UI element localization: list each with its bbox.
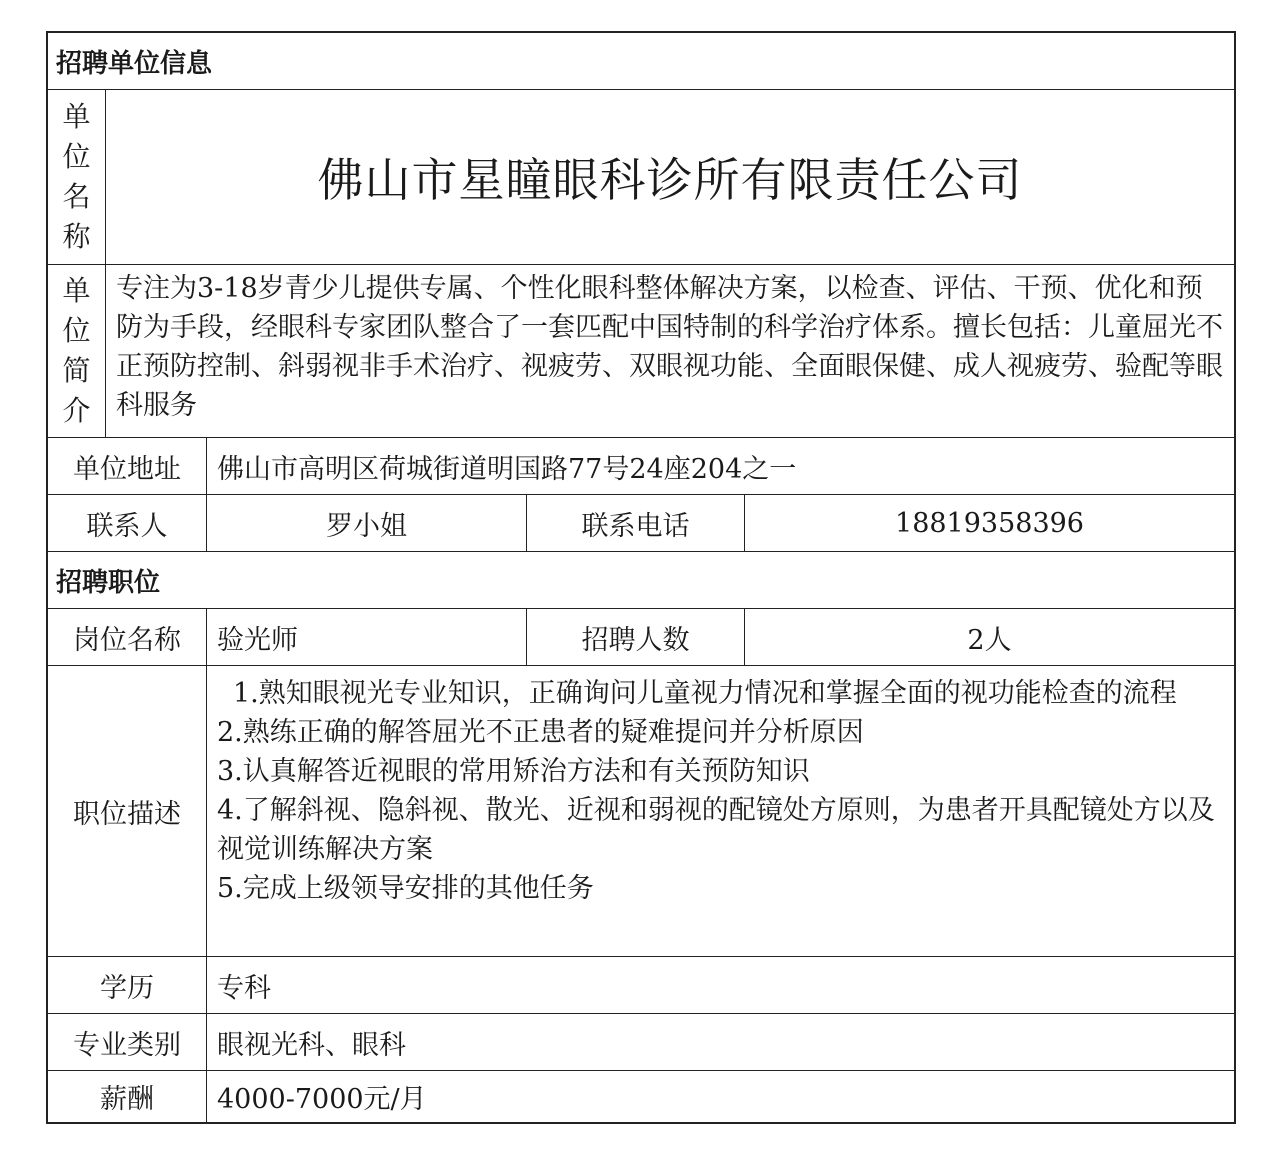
label-char: 单	[62, 100, 91, 133]
contact-value: 罗小姐	[207, 495, 527, 551]
headcount-label: 招聘人数	[527, 609, 745, 665]
contact-label: 联系人	[48, 495, 207, 551]
major-label: 专业类别	[48, 1014, 207, 1070]
job-desc-row	[48, 666, 1234, 957]
company-name-label	[48, 90, 106, 264]
company-intro-text: 专注为3-18岁青少儿提供专属、个性化眼科整体解决方案，以检查、评估、干预、优化和预防为手段，经眼科专家团队整合了一套匹配中国特制的科学治疗体系。擅长包括：儿童屈光不正预防控制、斜弱视非手术治疗、视疲劳、双眼视功能、全面眼保健、成人视疲劳、验配等眼科服务	[116, 273, 1223, 421]
job-duties-list	[207, 666, 1234, 956]
address-label: 单位地址	[48, 438, 207, 494]
contact-row	[48, 495, 1234, 552]
label-char: 位	[62, 140, 91, 173]
job-title-row	[48, 609, 1234, 666]
section-position-row	[48, 552, 1234, 609]
phone-value: 18819358396	[895, 507, 1084, 539]
salary-value: 4000-7000元/月	[217, 1084, 427, 1115]
education-value: 专科	[217, 972, 271, 1004]
label-char: 称	[62, 220, 91, 253]
phone-label: 联系电话	[527, 495, 745, 551]
label-char: 简	[62, 354, 91, 387]
company-intro	[106, 265, 1234, 437]
company-name-row	[48, 90, 1234, 265]
education-row	[48, 957, 1234, 1014]
duty-item: 3.认真解答近视眼的常用矫治方法和有关预防知识	[217, 756, 810, 787]
duty-item: 1.熟知眼视光专业知识，正确询问儿童视力情况和掌握全面的视功能检查的流程	[233, 678, 1177, 709]
label-char: 介	[62, 394, 91, 427]
job-desc-label: 职位描述	[48, 666, 207, 956]
duty-item: 5.完成上级领导安排的其他任务	[217, 873, 594, 904]
label-char: 位	[62, 314, 91, 347]
major-value: 眼视光科、眼科	[217, 1029, 406, 1061]
company-name: 佛山市星瞳眼科诊所有限责任公司	[317, 153, 1023, 207]
duty-item: 2.熟练正确的解答屈光不正患者的疑难提问并分析原因	[217, 717, 864, 748]
section-employer-row	[48, 33, 1234, 90]
job-title-label: 岗位名称	[48, 609, 207, 665]
major-row	[48, 1014, 1234, 1071]
headcount-value: 2人	[967, 624, 1012, 656]
section-employer-title: 招聘单位信息	[56, 48, 213, 79]
duty-item: 4.了解斜视、隐斜视、散光、近视和弱视的配镜处方原则，为患者开具配镜处方以及视觉训练解决方案	[217, 795, 1215, 865]
label-char: 单	[62, 274, 91, 307]
recruitment-table	[46, 31, 1236, 1124]
label-char: 名	[62, 180, 91, 213]
address-value: 佛山市高明区荷城街道明国路77号24座204之一	[217, 453, 797, 485]
salary-label: 薪酬	[48, 1071, 207, 1122]
salary-row	[48, 1071, 1234, 1122]
education-label: 学历	[48, 957, 207, 1013]
job-title-value: 验光师	[207, 609, 527, 665]
address-row	[48, 438, 1234, 495]
company-intro-row	[48, 265, 1234, 438]
section-position-title: 招聘职位	[56, 567, 161, 598]
company-intro-label	[48, 265, 106, 437]
